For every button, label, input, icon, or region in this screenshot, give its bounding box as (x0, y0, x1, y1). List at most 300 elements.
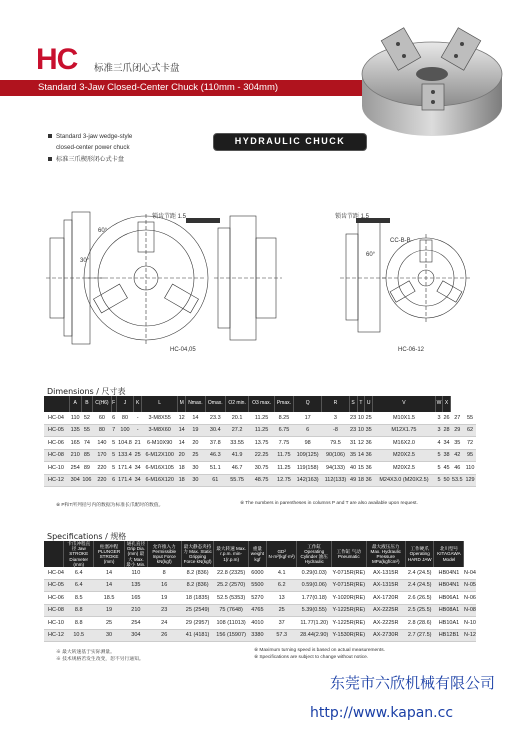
dim-table-cell: 52 (81, 412, 93, 424)
spec-table-cell: 13 (267, 592, 297, 605)
spec-table-cell: 25 (267, 604, 297, 617)
dim-table-cell: 110 (464, 462, 476, 475)
title-cn: 标准三爪闭心式卡盘 (94, 63, 180, 74)
dim-table-cell: 60 (93, 412, 111, 424)
dim-header-cell: B (81, 396, 93, 412)
dim-table-cell: 19 (186, 424, 206, 437)
dim-table-cell: 100 (116, 424, 134, 437)
dim-table-cell: 22.25 (249, 449, 274, 462)
dim-table-cell: 106 (81, 474, 93, 487)
dim-table-cell: M16X2.0 (373, 437, 436, 450)
dim-table-cell: 119(158) (294, 462, 322, 475)
dim-table-cell: 6 (294, 424, 322, 437)
spec-table-cell: 2.4 (24.5) (405, 567, 433, 579)
dim-table-cell: 25 (186, 449, 206, 462)
spec-table-cell: 0.29(0.03) (297, 567, 332, 579)
dim-table-cell: 20 (186, 437, 206, 450)
spec-table-cell: 37 (267, 617, 297, 630)
dim-header-cell: A (69, 396, 81, 412)
spec-table-row (44, 617, 476, 630)
spec-table-cell: 0.59(0.06) (297, 579, 332, 592)
dim-table-cell: 35 (450, 437, 464, 450)
dim-header-cell: J (116, 396, 134, 412)
dim-table-cell: 129 (464, 474, 476, 487)
technical-drawing (46, 198, 470, 360)
dim-header-cell: O2 min. (225, 396, 249, 412)
dim-table-cell: 304 (69, 474, 81, 487)
dim-table-cell: 34 (134, 462, 142, 475)
spec-note-cn-1: ※ 最大转速基于实际测量。 (56, 650, 115, 655)
spec-table-cell: 18.5 (94, 592, 125, 605)
dim-table-cell: 11.75 (274, 449, 293, 462)
spec-table-cell: HB04N1 (434, 567, 464, 579)
website-link[interactable]: http://www.kapan.cc (310, 705, 454, 721)
spec-table-cell: AX-1315R (366, 567, 405, 579)
spec-header-cell: 工作缸 Operating Cylinder 油压 Hydraulic (297, 541, 332, 567)
dim-table-cell: -8 (322, 424, 350, 437)
spec-table-cell: 11.77(1.20) (297, 617, 332, 630)
dim-table-cell: 80 (116, 412, 134, 424)
dim-table-cell: 14 (186, 412, 206, 424)
spec-table-cell: 5.39(0.55) (297, 604, 332, 617)
specifications-header-row (44, 541, 476, 567)
dim-table-cell: 34 (443, 437, 451, 450)
dim-table-cell: 14 (357, 449, 365, 462)
dim-table-cell: 135 (69, 424, 81, 437)
dim-table-cell: 6-M16X105 (142, 462, 178, 475)
dim-header-cell (44, 396, 69, 412)
title-en: Standard 3-Jaw Closed-Center Chuck (110mm - 304mm) (38, 82, 279, 93)
dim-table-cell: 74 (81, 437, 93, 450)
dim-table-cell: 112(133) (322, 474, 350, 487)
spec-table-cell: HC-10 (44, 617, 64, 630)
dimensions-note-cn: ※ P和T所列括号内的数据为标准长爪配时的数值。 (56, 503, 164, 508)
spec-table-cell: AX-2225R (366, 604, 405, 617)
dim-table-row (44, 462, 476, 475)
spec-table-cell: 18 (1835) (181, 592, 214, 605)
spec-table-cell: HB10A1 (434, 617, 464, 630)
dim-table-cell: 3 (322, 412, 350, 424)
spec-table-row (44, 567, 476, 579)
spec-table-cell: Y-0715R(RE) (332, 567, 366, 579)
dim-table-cell: 18 (178, 474, 186, 487)
dim-table-cell: 48.75 (249, 474, 274, 487)
dim-header-cell: V (373, 396, 436, 412)
dim-table-cell: 6 (111, 412, 116, 424)
drawing-angle-b: 30° (80, 258, 90, 264)
spec-header-cell: 卡爪冲程直径 Jaw STROKE Diameter (mm) (64, 541, 94, 567)
spec-table-cell: 6.4 (64, 567, 94, 579)
spec-table-cell: HC-08 (44, 604, 64, 617)
spec-table-cell: 1.77(0.18) (297, 592, 332, 605)
drawing-angle-a: 60° (98, 228, 108, 234)
dim-table-cell: 133.4 (116, 449, 134, 462)
spec-table-cell: N-06 (464, 592, 476, 605)
spec-table-cell: N-04 (464, 567, 476, 579)
dim-table-cell: 109(125) (294, 449, 322, 462)
dim-table-cell: 34 (134, 474, 142, 487)
dim-header-cell: L (142, 396, 178, 412)
dim-header-cell: Nmax. (186, 396, 206, 412)
dim-table-cell: 61 (205, 474, 225, 487)
dim-table-cell: 46.7 (225, 462, 249, 475)
spec-table-cell: 6000 (248, 567, 266, 579)
dim-table-cell: M12X1.75 (373, 424, 436, 437)
dim-table-cell: 98 (294, 437, 322, 450)
dim-table-cell: 18 (357, 474, 365, 487)
dim-table-cell: 3 (435, 424, 442, 437)
dim-table-cell: 12.75 (274, 474, 293, 487)
dim-table-cell: 20.1 (225, 412, 249, 424)
dim-table-cell: 79.5 (322, 437, 350, 450)
dim-table-cell: HC-12 (44, 474, 69, 487)
dim-table-cell: 49 (349, 474, 357, 487)
dim-table-cell: 29 (450, 424, 464, 437)
dimensions-title: Dimensions / 尺寸表 (47, 387, 126, 396)
spec-table-cell: 6.2 (267, 579, 297, 592)
dim-table-cell: 51.1 (205, 462, 225, 475)
dim-table-cell: 170 (93, 449, 111, 462)
dim-table-cell: 4 (435, 437, 442, 450)
dim-table-cell: 17 (294, 412, 322, 424)
dim-table-cell: 104.8 (116, 437, 134, 450)
spec-header-cell: 工作硬爪 Operating HARD JAW (405, 541, 433, 567)
spec-table-cell: 210 (125, 604, 148, 617)
dim-table-row (44, 412, 476, 424)
spec-table-cell: HC-12 (44, 629, 64, 642)
dim-table-cell: 210 (69, 449, 81, 462)
dim-table-cell: 46 (450, 462, 464, 475)
dim-table-cell: 11.25 (249, 424, 274, 437)
spec-note-en-2: ※ Specifications are subject to change without notice. (254, 655, 369, 660)
dim-header-cell: U (365, 396, 373, 412)
spec-table-cell: HB12B1 (434, 629, 464, 642)
drawing-angle-c: 60° (366, 252, 376, 258)
spec-table-cell: 8.2 (836) (181, 579, 214, 592)
spec-table-cell: 165 (125, 592, 148, 605)
dim-table-cell: 23 (349, 424, 357, 437)
spec-table-cell: 156 (15907) (214, 629, 248, 642)
dim-table-cell: 30 (186, 462, 206, 475)
dim-table-cell: 3-M8X60 (142, 424, 178, 437)
dim-table-cell: 11.25 (274, 462, 293, 475)
spec-table-cell: N-10 (464, 617, 476, 630)
spec-table-cell: Y-1020R(RE) (332, 592, 366, 605)
dim-table-row (44, 424, 476, 437)
dim-table-cell: 6 (111, 474, 116, 487)
spec-table-cell: Y-1530R(RE) (332, 629, 366, 642)
spec-header-cell: 最大静态夹持力 Max. Static Gripping Force kN(kgf) (181, 541, 214, 567)
dim-table-cell: 30.75 (249, 462, 274, 475)
spec-table-cell: 8.8 (64, 617, 94, 630)
dim-table-cell: 42 (450, 449, 464, 462)
spec-table-cell: 57.3 (267, 629, 297, 642)
dim-table-cell: 41.9 (225, 449, 249, 462)
dim-header-cell: R (322, 396, 350, 412)
dim-table-cell: 55 (464, 412, 476, 424)
spec-note-en-1: ※ Maximum turning speed is based on actual measurements. (254, 648, 385, 653)
dim-table-cell: 36 (365, 474, 373, 487)
dim-table-cell: 31 (349, 437, 357, 450)
spec-table-cell: 22.8 (2325) (214, 567, 248, 579)
dim-table-cell: 35 (349, 449, 357, 462)
dimensions-note-en: ※ The numbers in parentheses in columns P and T are also available upon request. (240, 501, 418, 506)
drawing-note-a: 锁齿节距 1.5 (152, 214, 187, 220)
dim-table-cell: 90(106) (322, 449, 350, 462)
spec-table-cell: 52.5 (5353) (214, 592, 248, 605)
dim-header-cell: Q (294, 396, 322, 412)
dim-table-cell: 171.4 (116, 462, 134, 475)
spec-table-cell: AX-1315R (366, 579, 405, 592)
spec-table-cell: 304 (125, 629, 148, 642)
dim-table-cell: 35 (365, 424, 373, 437)
spec-table-cell: 23 (147, 604, 181, 617)
dim-table-cell: 50 (443, 474, 451, 487)
dim-table-cell: 23 (349, 412, 357, 424)
dim-table-cell: 3 (435, 412, 442, 424)
spec-table-cell: N-12 (464, 629, 476, 642)
spec-table-cell: N-08 (464, 604, 476, 617)
spec-table-cell: 4.1 (267, 567, 297, 579)
model-code: HC (36, 43, 78, 76)
dim-table-cell: M24X3.0 (M20X2.5) (373, 474, 436, 487)
dim-table-cell: 72 (464, 437, 476, 450)
dim-table-cell: HC-05 (44, 424, 69, 437)
spec-header-cell (44, 541, 64, 567)
spec-table-cell: HC-05 (44, 579, 64, 592)
spec-table-cell: 2.6 (26.5) (405, 592, 433, 605)
dim-table-cell: 36 (365, 462, 373, 475)
dim-table-cell: - (134, 424, 142, 437)
dim-table-cell: 6.75 (274, 424, 293, 437)
spec-table-cell: 3380 (248, 629, 266, 642)
dim-table-cell: HC-06 (44, 437, 69, 450)
dim-table-cell: 62 (464, 424, 476, 437)
dim-header-cell: M (178, 396, 186, 412)
dim-table-cell: 10 (357, 412, 365, 424)
spec-table-cell: 19 (94, 604, 125, 617)
intro-line-1: Standard 3-jaw wedge-style (48, 132, 132, 141)
dim-header-cell: Pmax. (274, 396, 293, 412)
spec-table-cell: 28.44(2.90) (297, 629, 332, 642)
spec-table-cell: AX-1720R (366, 592, 405, 605)
dim-table-cell: 40 (349, 462, 357, 475)
dim-table-cell: - (134, 412, 142, 424)
dim-table-cell: 25 (134, 449, 142, 462)
spec-table-cell: AX-2730R (366, 629, 405, 642)
spec-table-cell: 29 (2957) (181, 617, 214, 630)
company-name: 东莞市六欣机械有限公司 (330, 674, 496, 692)
spec-table-cell: 30 (94, 629, 125, 642)
spec-header-cell: 允许推入力 Permissible Input Force kN(kgf) (147, 541, 181, 567)
spec-table-cell: 8 (147, 567, 181, 579)
dim-table-cell: 23.3 (205, 412, 225, 424)
dim-table-cell: 85 (81, 449, 93, 462)
dim-table-cell: 36 (365, 437, 373, 450)
intro-line-3: 标准三爪楔形闭心式卡盘 (48, 155, 124, 164)
drawing-section: CC-B-B (390, 238, 411, 244)
dim-table-cell: 37.8 (205, 437, 225, 450)
spec-table-cell: 75 (7648) (214, 604, 248, 617)
spec-table-cell: 2.4 (24.5) (405, 579, 433, 592)
spec-table-cell: Y-1225R(RE) (332, 617, 366, 630)
dim-table-cell: 30 (186, 474, 206, 487)
spec-table-cell: 8.8 (64, 604, 94, 617)
title-bar (0, 80, 392, 96)
spec-table-cell: HC-04 (44, 567, 64, 579)
dim-header-cell: C(H6) (93, 396, 111, 412)
spec-header-cell: 工作缸 气动 Pneumatic (332, 541, 366, 567)
spec-table-cell: AX-2225R (366, 617, 405, 630)
dim-table-cell: 18 (178, 462, 186, 475)
spec-header-cell: 通孔直径 Grip Dia. (mm) 最大 Max. 最小 Min. (126, 541, 146, 567)
spec-table-row (44, 579, 476, 592)
spec-table-cell: 5270 (248, 592, 266, 605)
dim-table-cell: 89 (81, 462, 93, 475)
dim-header-cell: S (349, 396, 357, 412)
dim-header-cell: W (435, 396, 442, 412)
spec-header-cell: 柱塞冲程 PLUNGER STROKE (mm) (94, 541, 125, 567)
dim-table-cell: 110 (69, 412, 81, 424)
dim-table-cell: 26 (443, 412, 451, 424)
dim-table-cell: 5 (435, 462, 442, 475)
dimensions-header-row (44, 396, 476, 412)
dim-table-cell: 8.25 (274, 412, 293, 424)
dim-table-cell: 27.2 (225, 424, 249, 437)
dim-table-cell: 33.55 (225, 437, 249, 450)
dim-table-cell: 28 (443, 424, 451, 437)
dim-table-cell: 27 (450, 412, 464, 424)
spec-table-cell: 4765 (248, 604, 266, 617)
dim-table-cell: 165 (69, 437, 81, 450)
dim-table-cell: 13.75 (249, 437, 274, 450)
dim-table-cell: 10 (357, 424, 365, 437)
spec-table-cell: 5500 (248, 579, 266, 592)
dim-table-cell: 5 (435, 474, 442, 487)
dim-table-cell: 220 (93, 474, 111, 487)
dim-table-cell: 38 (443, 449, 451, 462)
dim-header-cell: X (443, 396, 451, 412)
dim-table-cell: 55 (81, 424, 93, 437)
spec-table-cell: 14 (94, 567, 125, 579)
chuck-product-image (352, 14, 512, 144)
spec-table-cell: 254 (125, 617, 148, 630)
spec-table-cell: 24 (147, 617, 181, 630)
spec-table-cell: 19 (147, 592, 181, 605)
dim-header-cell: F (111, 396, 116, 412)
spec-table-cell: 108 (11013) (214, 617, 248, 630)
dim-table-cell: 11.25 (249, 412, 274, 424)
dim-table-cell: 12 (178, 412, 186, 424)
spec-table-cell: 2.8 (28.6) (405, 617, 433, 630)
spec-table-cell: HB04N1 (434, 579, 464, 592)
spec-table-cell: 25 (94, 617, 125, 630)
spec-table-row (44, 604, 476, 617)
spec-table-cell: 8.5 (64, 592, 94, 605)
dim-table-cell: 12 (357, 437, 365, 450)
dim-table-cell: M20X2.5 (373, 462, 436, 475)
spec-header-cell: 最大转速 Max. r.p.m. min-1(r.p.m) (214, 541, 248, 567)
spec-table-cell: 2.5 (25.5) (405, 604, 433, 617)
spec-table-cell: 8.2 (836) (181, 567, 214, 579)
dim-table-row (44, 474, 476, 487)
spec-table-cell: 41 (4181) (181, 629, 214, 642)
dimensions-table (44, 396, 476, 487)
dim-header-cell: O3 max. (249, 396, 274, 412)
dim-table-cell: HC-10 (44, 462, 69, 475)
spec-table-cell: 14 (94, 579, 125, 592)
drawing-label-left: HC-04,05 (170, 347, 196, 353)
spec-table-cell: 25.2 (2570) (214, 579, 248, 592)
spec-table-cell: Y-1225R(RE) (332, 604, 366, 617)
spec-table-cell: HC-06 (44, 592, 64, 605)
dim-table-cell: 5 (111, 462, 116, 475)
spec-header-cell: 最大液压压力 Max. Hydraulic Pressure MPa(kgf/cm²) (366, 541, 405, 567)
specifications-table (44, 541, 476, 642)
dim-header-cell: K (134, 396, 142, 412)
dim-table-row (44, 449, 476, 462)
dim-table-cell: 36 (365, 449, 373, 462)
dim-table-cell: 21 (134, 437, 142, 450)
drawing-note-b: 锁齿节距 1.5 (335, 214, 370, 220)
dim-table-cell: 95 (464, 449, 476, 462)
spec-header-cell: GD² N·m²(kgf·m²) (267, 541, 297, 567)
dim-table-cell: 15 (357, 462, 365, 475)
spec-note-cn-2: ※ 技术规格若发生改变，恕不另行通知。 (56, 657, 144, 662)
dim-table-cell: HC-08 (44, 449, 69, 462)
spec-table-cell: 26 (147, 629, 181, 642)
dim-table-cell: 7.75 (274, 437, 293, 450)
spec-table-row (44, 629, 476, 642)
spec-header-cell: 北川型号 KITAGAWA Model (434, 541, 464, 567)
dim-header-cell: T (357, 396, 365, 412)
dim-table-cell: 53.5 (450, 474, 464, 487)
dim-table-cell: 94(133) (322, 462, 350, 475)
spec-table-cell: HB08A1 (434, 604, 464, 617)
dim-table-cell: 14 (178, 424, 186, 437)
intro-line-2: closed-center power chuck (56, 144, 130, 151)
dim-table-cell: M20X2.5 (373, 449, 436, 462)
hydraulic-chuck-badge: HYDRAULIC CHUCK (213, 133, 367, 151)
dim-table-cell: 254 (69, 462, 81, 475)
dim-table-cell: M10X1.5 (373, 412, 436, 424)
spec-table-cell: 110 (125, 567, 148, 579)
dim-table-cell: 142(163) (294, 474, 322, 487)
dim-table-cell: 220 (93, 462, 111, 475)
dim-table-cell: 6-M12X100 (142, 449, 178, 462)
dim-table-cell: 20 (178, 449, 186, 462)
dim-table-cell: 25 (365, 412, 373, 424)
dim-table-cell: 3-M8X55 (142, 412, 178, 424)
dim-table-cell: 30.4 (205, 424, 225, 437)
dim-table-cell: 5 (111, 449, 116, 462)
dim-table-cell: HC-04 (44, 412, 69, 424)
drawing-label-right: HC-06-12 (398, 347, 425, 353)
dim-table-cell: 7 (111, 424, 116, 437)
dim-table-cell: 5 (435, 449, 442, 462)
dim-table-cell: 140 (93, 437, 111, 450)
spec-table-cell: 4010 (248, 617, 266, 630)
spec-table-cell: 10.5 (64, 629, 94, 642)
dim-table-cell: 6-M16X120 (142, 474, 178, 487)
spec-table-cell: 16 (147, 579, 181, 592)
spec-table-cell: 25 (2549) (181, 604, 214, 617)
spec-table-cell: 6.4 (64, 579, 94, 592)
spec-header-cell: 重量 weight kgf (248, 541, 266, 567)
spec-table-cell: N-05 (464, 579, 476, 592)
dim-header-cell: Omax. (205, 396, 225, 412)
dim-table-row (44, 437, 476, 450)
